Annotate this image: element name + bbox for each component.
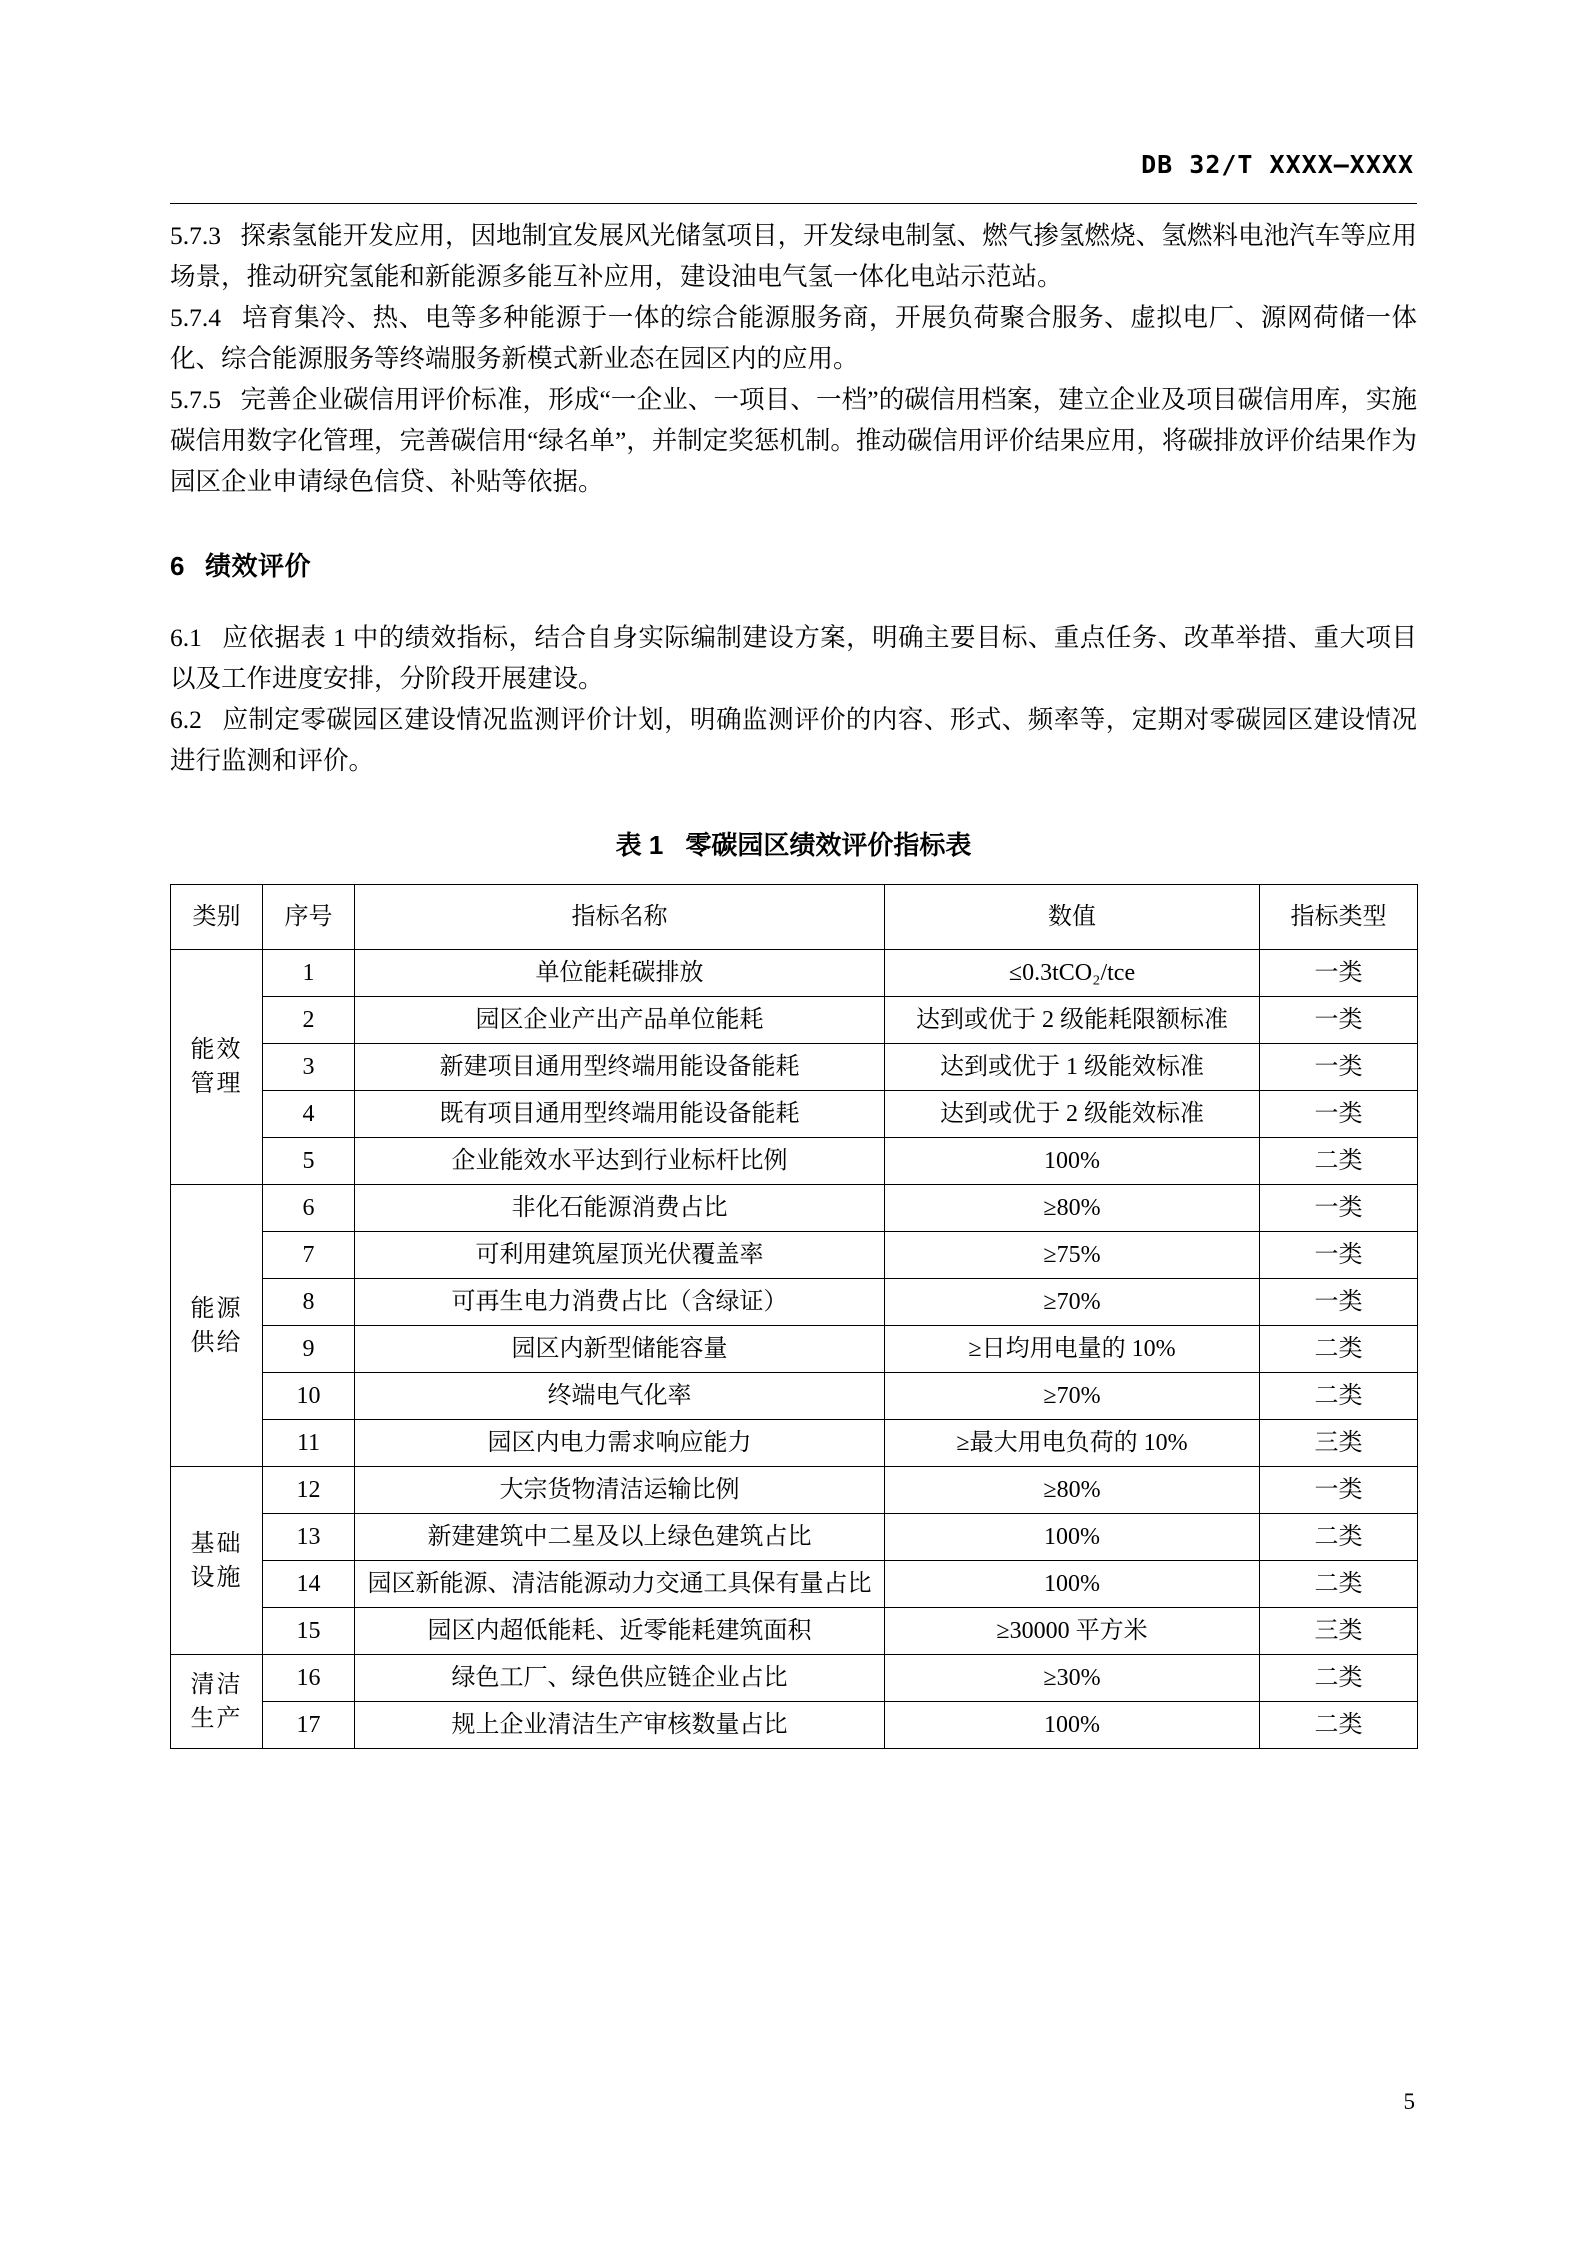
table-cell-value: ≥30% (885, 1655, 1260, 1702)
table-cell-index: 17 (263, 1702, 355, 1749)
table-row (171, 1044, 1418, 1091)
table-row (171, 1608, 1418, 1655)
clause-paragraph (170, 699, 1417, 781)
table-cell-category: 能源 供给 (171, 1185, 263, 1467)
table-cell-index: 14 (263, 1561, 355, 1608)
table-cell-type: 一类 (1260, 950, 1418, 997)
clause-number: 5.7.5 (170, 385, 221, 414)
table-cell-name: 非化石能源消费占比 (355, 1185, 885, 1232)
table-cell-name: 园区新能源、清洁能源动力交通工具保有量占比 (355, 1561, 885, 1608)
table-cell-value: 达到或优于 1 级能效标准 (885, 1044, 1260, 1091)
table-cell-category: 基础 设施 (171, 1467, 263, 1655)
table-cell-name: 终端电气化率 (355, 1373, 885, 1420)
table-cell-index: 15 (263, 1608, 355, 1655)
clause-number: 6.2 (170, 705, 202, 734)
table-row (171, 950, 1418, 997)
clause-number: 5.7.3 (170, 221, 221, 250)
table-cell-index: 12 (263, 1467, 355, 1514)
table-row (171, 1138, 1418, 1185)
table-header-row (171, 885, 1418, 950)
clause-paragraph (170, 297, 1417, 379)
table-row (171, 1655, 1418, 1702)
table-row (171, 1185, 1418, 1232)
performance-indicator-table (170, 884, 1418, 1749)
clause-text: 应制定零碳园区建设情况监测评价计划，明确监测评价的内容、形式、频率等，定期对零碳园区建设情况进行监测和评价。 (170, 705, 1417, 775)
page-header-standard-code: DB 32/T XXXX—XXXX (1141, 150, 1414, 179)
table-cell-type: 二类 (1260, 1702, 1418, 1749)
table-row (171, 1514, 1418, 1561)
table-header-indicator-name: 指标名称 (355, 885, 885, 950)
table-cell-name: 既有项目通用型终端用能设备能耗 (355, 1091, 885, 1138)
table-cell-type: 三类 (1260, 1608, 1418, 1655)
table-row (171, 1467, 1418, 1514)
table-caption (170, 825, 1417, 862)
page-number: 5 (1403, 2089, 1415, 2114)
table-cell-index: 5 (263, 1138, 355, 1185)
table-cell-value: ≥80% (885, 1185, 1260, 1232)
table-cell-index: 3 (263, 1044, 355, 1091)
table-header-value: 数值 (885, 885, 1260, 950)
table-cell-type: 二类 (1260, 1138, 1418, 1185)
table-cell-type: 一类 (1260, 1467, 1418, 1514)
clause-block-575 (170, 379, 1417, 502)
table-cell-name: 可再生电力消费占比（含绿证） (355, 1279, 885, 1326)
table-cell-value: 100% (885, 1138, 1260, 1185)
clause-text: 应依据表 1 中的绩效指标，结合自身实际编制建设方案，明确主要目标、重点任务、改革举措、重大项目以及工作进度安排，分阶段开展建设。 (170, 623, 1418, 693)
table-header-category: 类别 (171, 885, 263, 950)
table-cell-name: 绿色工厂、绿色供应链企业占比 (355, 1655, 885, 1702)
table-label: 表 1 (615, 830, 664, 860)
table-caption-text: 零碳园区绩效评价指标表 (685, 830, 972, 860)
clause-paragraph (170, 379, 1417, 502)
table-cell-index: 1 (263, 950, 355, 997)
table-row (171, 997, 1418, 1044)
table-cell-index: 11 (263, 1420, 355, 1467)
page-content (170, 150, 1417, 1749)
table-cell-index: 6 (263, 1185, 355, 1232)
table-cell-value: ≥最大用电负荷的 10% (885, 1420, 1260, 1467)
clause-block-62 (170, 699, 1417, 781)
table-cell-type: 一类 (1260, 1091, 1418, 1138)
table-cell-name: 园区内新型储能容量 (355, 1326, 885, 1373)
table-cell-type: 三类 (1260, 1420, 1418, 1467)
section-title: 绩效评价 (204, 551, 311, 581)
table-cell-category: 清洁 生产 (171, 1655, 263, 1749)
clause-block-574 (170, 297, 1417, 379)
table-cell-type: 二类 (1260, 1514, 1418, 1561)
table-cell-value: ≥70% (885, 1279, 1260, 1326)
table-row (171, 1561, 1418, 1608)
table-cell-value: ≤0.3tCO₂/tce (885, 950, 1260, 997)
table-cell-value: 100% (885, 1561, 1260, 1608)
table-cell-type: 二类 (1260, 1561, 1418, 1608)
clause-paragraph (170, 617, 1417, 699)
table-row (171, 1091, 1418, 1138)
table-cell-type: 一类 (1260, 1279, 1418, 1326)
table-cell-type: 一类 (1260, 1044, 1418, 1091)
clause-number: 6.1 (170, 623, 202, 652)
clause-number: 5.7.4 (170, 303, 221, 332)
table-cell-value: ≥日均用电量的 10% (885, 1326, 1260, 1373)
table-header-indicator-type: 指标类型 (1260, 885, 1418, 950)
table-cell-index: 9 (263, 1326, 355, 1373)
table-cell-index: 10 (263, 1373, 355, 1420)
table-cell-value: 100% (885, 1702, 1260, 1749)
clause-text: 培育集冷、热、电等多种能源于一体的综合能源服务商，开展负荷聚合服务、虚拟电厂、源网荷储一体化、综合能源服务等终端服务新模式新业态在园区内的应用。 (170, 303, 1417, 373)
clause-text: 探索氢能开发应用，因地制宜发展风光储氢项目，开发绿电制氢、燃气掺氢燃烧、氢燃料电池汽车等应用场景，推动研究氢能和新能源多能互补应用，建设油电气氢一体化电站示范站。 (170, 221, 1417, 291)
table-cell-index: 7 (263, 1232, 355, 1279)
table-cell-name: 园区内电力需求响应能力 (355, 1420, 885, 1467)
table-row (171, 1326, 1418, 1373)
table-cell-index: 8 (263, 1279, 355, 1326)
table-cell-value: 达到或优于 2 级能耗限额标准 (885, 997, 1260, 1044)
table-cell-category: 能效 管理 (171, 950, 263, 1185)
table-cell-name: 企业能效水平达到行业标杆比例 (355, 1138, 885, 1185)
table-row (171, 1373, 1418, 1420)
table-row (171, 1420, 1418, 1467)
clause-text: 完善企业碳信用评价标准，形成“一企业、一项目、一档”的碳信用档案，建立企业及项目碳信用库，实施碳信用数字化管理，完善碳信用“绿名单”，并制定奖惩机制。推动碳信用评价结果应用，将碳排放评价结果作为园区企业申请绿色信贷、补贴等依据。 (170, 385, 1418, 496)
table-row (171, 1232, 1418, 1279)
table-cell-value: ≥70% (885, 1373, 1260, 1420)
table-cell-type: 一类 (1260, 997, 1418, 1044)
table-cell-name: 新建建筑中二星及以上绿色建筑占比 (355, 1514, 885, 1561)
table-cell-value: ≥75% (885, 1232, 1260, 1279)
clause-paragraph (170, 215, 1417, 297)
table-cell-name: 新建项目通用型终端用能设备能耗 (355, 1044, 885, 1091)
table-cell-type: 二类 (1260, 1655, 1418, 1702)
table-cell-name: 单位能耗碳排放 (355, 950, 885, 997)
table-cell-index: 2 (263, 997, 355, 1044)
table-cell-name: 可利用建筑屋顶光伏覆盖率 (355, 1232, 885, 1279)
table-cell-type: 二类 (1260, 1326, 1418, 1373)
table-cell-index: 13 (263, 1514, 355, 1561)
table-cell-type: 一类 (1260, 1185, 1418, 1232)
table-cell-value: ≥80% (885, 1467, 1260, 1514)
table-cell-name: 园区内超低能耗、近零能耗建筑面积 (355, 1608, 885, 1655)
clause-block-573 (170, 215, 1417, 297)
table-row (171, 1702, 1418, 1749)
table-cell-type: 一类 (1260, 1232, 1418, 1279)
clause-block-61 (170, 617, 1417, 699)
table-cell-type: 二类 (1260, 1373, 1418, 1420)
table-cell-value: 达到或优于 2 级能效标准 (885, 1091, 1260, 1138)
table-header-index: 序号 (263, 885, 355, 950)
table-cell-index: 4 (263, 1091, 355, 1138)
table-cell-name: 大宗货物清洁运输比例 (355, 1467, 885, 1514)
section-number: 6 (170, 551, 185, 581)
table-cell-name: 园区企业产出产品单位能耗 (355, 997, 885, 1044)
header-rule (170, 203, 1417, 204)
table-row (171, 1279, 1418, 1326)
table-cell-value: 100% (885, 1514, 1260, 1561)
table-cell-index: 16 (263, 1655, 355, 1702)
table-cell-name: 规上企业清洁生产审核数量占比 (355, 1702, 885, 1749)
section-heading (170, 546, 1417, 583)
table-cell-value: ≥30000 平方米 (885, 1608, 1260, 1655)
